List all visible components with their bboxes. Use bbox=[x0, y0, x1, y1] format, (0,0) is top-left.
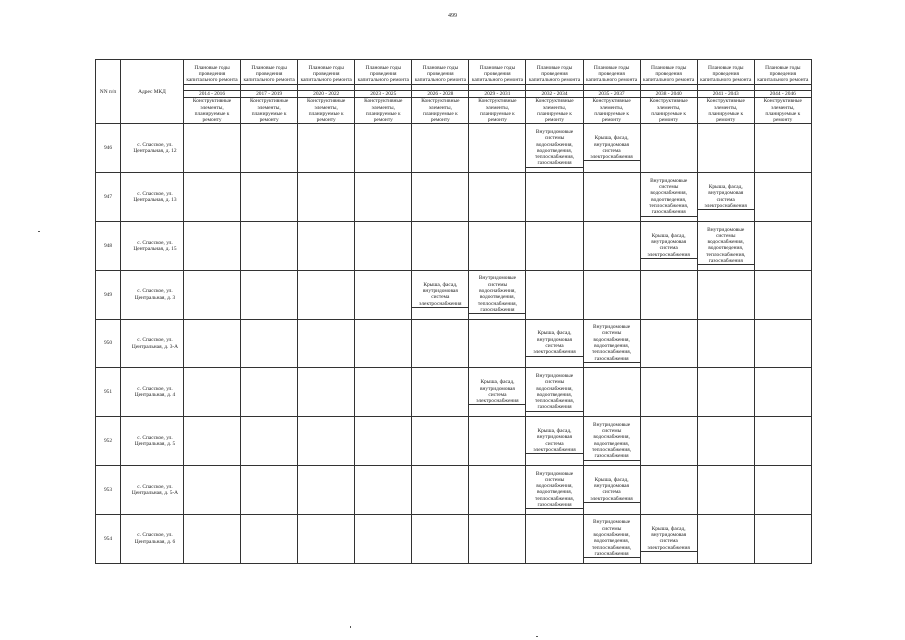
elements-header-cell bbox=[412, 98, 469, 124]
address-line1: с. Спасское, ул. bbox=[137, 386, 173, 393]
schedule-cell bbox=[754, 417, 811, 466]
schedule-cell bbox=[241, 417, 298, 466]
table-row bbox=[96, 466, 812, 515]
schedule-cell bbox=[355, 173, 412, 222]
period-title-cell bbox=[184, 60, 241, 91]
repair-elements-text: Внутридомовые системы водоснабжения, водоотведения, теплоснабжения, газоснабжения bbox=[584, 422, 640, 461]
schedule-cell bbox=[469, 270, 526, 319]
period-title-cell bbox=[469, 60, 526, 91]
repair-elements-text: Внутридомовые системы водоснабжения, водоотведения, теплоснабжения, газоснабжения bbox=[641, 178, 697, 217]
period-title: Плановые годы проведения капитального ремонта bbox=[298, 65, 354, 85]
elements-header: Конструктивные элементы, планируемые к ремонту bbox=[592, 98, 631, 124]
schedule-cell bbox=[754, 124, 811, 173]
schedule-cell bbox=[184, 222, 241, 271]
period-years-label: 2032 - 2034 bbox=[541, 91, 568, 97]
schedule-cell bbox=[526, 417, 583, 466]
address-line1: с. Спасское, ул. bbox=[137, 483, 173, 490]
schedule-cell bbox=[640, 368, 697, 417]
schedule-cell bbox=[526, 514, 583, 563]
schedule-cell bbox=[184, 368, 241, 417]
period-years-label: 2020 - 2022 bbox=[313, 91, 340, 97]
address-line1: с. Спасское, ул. bbox=[137, 239, 173, 246]
elements-header: Конструктивные элементы, планируемые к ремонту bbox=[763, 98, 802, 124]
table-row bbox=[96, 173, 812, 222]
schedule-cell bbox=[241, 466, 298, 515]
elements-header: Конструктивные элементы, планируемые к ремонту bbox=[649, 98, 688, 124]
row-number: 946 bbox=[96, 124, 121, 173]
schedule-cell bbox=[355, 124, 412, 173]
schedule-cell bbox=[754, 222, 811, 271]
repair-elements-text: Внутридомовые системы водоснабжения, водоотведения, теплоснабжения, газоснабжения bbox=[526, 129, 582, 168]
table-row bbox=[96, 368, 812, 417]
address-line2: Центральная, д. 5 bbox=[134, 441, 176, 448]
schedule-cell bbox=[526, 222, 583, 271]
address-line1: с. Спасское, ул. bbox=[137, 142, 173, 149]
repair-elements-text: Внутридомовые системы водоснабжения, водоотведения, теплоснабжения, газоснабжения bbox=[584, 324, 640, 363]
address-line2: Центральная, д. 15 bbox=[133, 245, 177, 252]
schedule-cell bbox=[754, 319, 811, 368]
period-years-label: 2014 - 2016 bbox=[199, 91, 226, 97]
table-row bbox=[96, 270, 812, 319]
schedule-cell bbox=[241, 222, 298, 271]
period-years bbox=[754, 91, 811, 98]
schedule-cell bbox=[241, 270, 298, 319]
repair-elements-text: Крыша, фасад, внутридомовая система электроснабжения bbox=[641, 526, 697, 552]
schedule-cell bbox=[412, 368, 469, 417]
repair-elements-text: Крыша, фасад, внутридомовая система электроснабжения bbox=[469, 379, 525, 405]
address-line2: Центральная, д. 12 bbox=[133, 148, 177, 155]
row-address bbox=[121, 368, 184, 417]
row-number: 954 bbox=[96, 514, 121, 563]
address-line1: с. Спасское, ул. bbox=[137, 434, 173, 441]
schedule-cell bbox=[184, 270, 241, 319]
row-address bbox=[121, 270, 184, 319]
schedule-cell bbox=[640, 514, 697, 563]
schedule-cell bbox=[583, 319, 640, 368]
period-title: Плановые годы проведения капитального ремонта bbox=[412, 65, 468, 85]
period-years-label: 2044 - 2046 bbox=[769, 91, 796, 97]
period-years-label: 2041 - 2043 bbox=[712, 91, 739, 97]
repair-elements-text: Крыша, фасад, внутридомовая система электроснабжения bbox=[698, 184, 754, 210]
period-title: Плановые годы проведения капитального ремонта bbox=[355, 65, 411, 85]
schedule-cell bbox=[697, 173, 754, 222]
elements-header-cell bbox=[583, 98, 640, 124]
row-address bbox=[121, 514, 184, 563]
period-years bbox=[469, 91, 526, 98]
schedule-cell bbox=[697, 319, 754, 368]
schedule-cell bbox=[583, 514, 640, 563]
period-title-cell bbox=[640, 60, 697, 91]
schedule-cell bbox=[583, 368, 640, 417]
address-line2: Центральная, д. 3-А bbox=[131, 343, 179, 350]
schedule-cell bbox=[241, 319, 298, 368]
period-years bbox=[355, 91, 412, 98]
table-row bbox=[96, 319, 812, 368]
repair-elements-text: Внутридомовые системы водоснабжения, водоотведения, теплоснабжения, газоснабжения bbox=[526, 373, 582, 412]
schedule-cell bbox=[298, 173, 355, 222]
period-title: Плановые годы проведения капитального ремонта bbox=[469, 65, 525, 85]
schedule-cell bbox=[469, 466, 526, 515]
schedule-cell bbox=[184, 466, 241, 515]
schedule-cell bbox=[469, 222, 526, 271]
schedule-cell bbox=[469, 173, 526, 222]
header-address: Адрес МКД bbox=[121, 60, 184, 124]
page-number: 499 bbox=[448, 13, 457, 19]
address-line1: с. Спасское, ул. bbox=[137, 288, 173, 295]
schedule-cell bbox=[640, 270, 697, 319]
scan-speck bbox=[350, 626, 351, 628]
schedule-cell bbox=[526, 319, 583, 368]
elements-header-cell bbox=[241, 98, 298, 124]
period-years bbox=[241, 91, 298, 98]
scan-speck bbox=[536, 636, 538, 637]
scan-speck bbox=[38, 231, 40, 232]
schedule-cell bbox=[298, 222, 355, 271]
schedule-cell bbox=[754, 173, 811, 222]
schedule-cell bbox=[526, 173, 583, 222]
repair-elements-text: Крыша, фасад, внутридомовая система электроснабжения bbox=[526, 428, 582, 454]
table-body bbox=[96, 124, 812, 563]
repair-elements-text: Внутридомовые системы водоснабжения, водоотведения, теплоснабжения, газоснабжения bbox=[526, 471, 582, 510]
schedule-cell bbox=[697, 368, 754, 417]
elements-header-cell bbox=[469, 98, 526, 124]
schedule-cell bbox=[298, 319, 355, 368]
row-address bbox=[121, 466, 184, 515]
period-years-label: 2038 - 2040 bbox=[655, 91, 682, 97]
schedule-cell bbox=[697, 222, 754, 271]
schedule-cell bbox=[526, 270, 583, 319]
row-number: 953 bbox=[96, 466, 121, 515]
schedule-cell bbox=[412, 222, 469, 271]
period-title: Плановые годы проведения капитального ремонта bbox=[641, 65, 697, 85]
schedule-cell bbox=[412, 417, 469, 466]
schedule-cell bbox=[754, 514, 811, 563]
row-number: 947 bbox=[96, 173, 121, 222]
schedule-cell bbox=[640, 319, 697, 368]
schedule-cell bbox=[412, 514, 469, 563]
address-line2: Центральная, д. 4 bbox=[134, 392, 176, 399]
address-line2: Центральная, д. 3 bbox=[134, 294, 176, 301]
schedule-cell bbox=[412, 466, 469, 515]
elements-header: Конструктивные элементы, планируемые к ремонту bbox=[706, 98, 745, 124]
repair-elements-text: Крыша, фасад, внутридомовая система электроснабжения bbox=[584, 477, 640, 503]
schedule-cell bbox=[469, 124, 526, 173]
period-title-cell bbox=[241, 60, 298, 91]
period-years bbox=[697, 91, 754, 98]
table-header bbox=[96, 60, 812, 124]
period-years-label: 2035 - 2037 bbox=[598, 91, 625, 97]
period-title: Плановые годы проведения капитального ремонта bbox=[526, 65, 582, 85]
schedule-cell bbox=[469, 319, 526, 368]
period-years-label: 2026 - 2028 bbox=[427, 91, 454, 97]
repair-elements-text: Внутридомовые системы водоснабжения, водоотведения, теплоснабжения, газоснабжения bbox=[584, 519, 640, 558]
schedule-cell bbox=[412, 319, 469, 368]
row-address bbox=[121, 173, 184, 222]
row-address bbox=[121, 124, 184, 173]
elements-header: Конструктивные элементы, планируемые к ремонту bbox=[364, 98, 403, 124]
row-number: 952 bbox=[96, 417, 121, 466]
row-address bbox=[121, 222, 184, 271]
period-title-cell bbox=[526, 60, 583, 91]
schedule-cell bbox=[583, 124, 640, 173]
period-title-cell bbox=[355, 60, 412, 91]
elements-header: Конструктивные элементы, планируемые к ремонту bbox=[478, 98, 517, 124]
schedule-cell bbox=[355, 319, 412, 368]
schedule-cell bbox=[184, 514, 241, 563]
period-title: Плановые годы проведения капитального ремонта bbox=[584, 65, 640, 85]
elements-header: Конструктивные элементы, планируемые к ремонту bbox=[535, 98, 574, 124]
elements-header: Конструктивные элементы, планируемые к ремонту bbox=[421, 98, 460, 124]
period-title-cell bbox=[754, 60, 811, 91]
period-title: Плановые годы проведения капитального ремонта bbox=[184, 65, 240, 85]
elements-header-cell bbox=[184, 98, 241, 124]
repair-elements-text: Внутридомовые системы водоснабжения, водоотведения, теплоснабжения, газоснабжения bbox=[698, 227, 754, 266]
period-years-label: 2023 - 2025 bbox=[370, 91, 397, 97]
row-address bbox=[121, 417, 184, 466]
row-number: 951 bbox=[96, 368, 121, 417]
schedule-cell bbox=[697, 514, 754, 563]
elements-header-cell bbox=[640, 98, 697, 124]
elements-header-cell bbox=[298, 98, 355, 124]
schedule-cell bbox=[583, 270, 640, 319]
schedule-cell bbox=[583, 466, 640, 515]
schedule-cell bbox=[241, 124, 298, 173]
elements-header-cell bbox=[355, 98, 412, 124]
schedule-cell bbox=[526, 124, 583, 173]
schedule-cell bbox=[469, 417, 526, 466]
schedule-cell bbox=[640, 124, 697, 173]
schedule-cell bbox=[355, 417, 412, 466]
schedule-cell bbox=[355, 466, 412, 515]
schedule-cell bbox=[298, 514, 355, 563]
schedule-cell bbox=[754, 466, 811, 515]
schedule-cell bbox=[412, 124, 469, 173]
schedule-cell bbox=[355, 368, 412, 417]
schedule-cell bbox=[697, 417, 754, 466]
repair-elements-text: Внутридомовые системы водоснабжения, водоотведения, теплоснабжения, газоснабжения bbox=[469, 275, 525, 314]
schedule-cell bbox=[640, 222, 697, 271]
table-row bbox=[96, 514, 812, 563]
schedule-cell bbox=[583, 417, 640, 466]
address-line2: Центральная, д. 6 bbox=[134, 538, 176, 545]
schedule-cell bbox=[412, 270, 469, 319]
period-title-cell bbox=[412, 60, 469, 91]
schedule-cell bbox=[184, 319, 241, 368]
elements-header: Конструктивные элементы, планируемые к ремонту bbox=[307, 98, 346, 124]
schedule-cell bbox=[184, 124, 241, 173]
repair-elements-text: Крыша, фасад, внутридомовая система электроснабжения bbox=[526, 330, 582, 356]
period-years bbox=[412, 91, 469, 98]
schedule-cell bbox=[184, 173, 241, 222]
schedule-cell bbox=[355, 270, 412, 319]
period-years-label: 2029 - 2031 bbox=[484, 91, 511, 97]
schedule-cell bbox=[241, 514, 298, 563]
period-title-cell bbox=[583, 60, 640, 91]
address-line1: с. Спасское, ул. bbox=[137, 190, 173, 197]
period-years-label: 2017 - 2019 bbox=[256, 91, 283, 97]
schedule-cell bbox=[526, 368, 583, 417]
repair-elements-text: Крыша, фасад, внутридомовая система электроснабжения bbox=[641, 233, 697, 259]
elements-header-cell bbox=[526, 98, 583, 124]
schedule-cell bbox=[526, 466, 583, 515]
period-title: Плановые годы проведения капитального ремонта bbox=[755, 65, 811, 85]
schedule-cell bbox=[583, 222, 640, 271]
schedule-cell bbox=[298, 124, 355, 173]
schedule-cell bbox=[640, 417, 697, 466]
period-years bbox=[298, 91, 355, 98]
schedule-cell bbox=[412, 173, 469, 222]
row-number: 950 bbox=[96, 319, 121, 368]
schedule-cell bbox=[298, 270, 355, 319]
address-line2: Центральная, д. 5-А bbox=[131, 489, 179, 496]
schedule-cell bbox=[241, 368, 298, 417]
table-row bbox=[96, 417, 812, 466]
table-row bbox=[96, 124, 812, 173]
schedule-cell bbox=[355, 514, 412, 563]
elements-header-cell bbox=[697, 98, 754, 124]
schedule-cell bbox=[640, 173, 697, 222]
period-title: Плановые годы проведения капитального ремонта bbox=[698, 65, 754, 85]
schedule-cell bbox=[697, 466, 754, 515]
address-line1: с. Спасское, ул. bbox=[137, 337, 173, 344]
period-years bbox=[640, 91, 697, 98]
repair-elements-text: Крыша, фасад, внутридомовая система электроснабжения bbox=[584, 135, 640, 161]
schedule-cell bbox=[583, 173, 640, 222]
period-years bbox=[583, 91, 640, 98]
schedule-cell bbox=[697, 270, 754, 319]
schedule-cell bbox=[298, 417, 355, 466]
table-row bbox=[96, 222, 812, 271]
schedule-cell bbox=[640, 466, 697, 515]
elements-header-cell bbox=[754, 98, 811, 124]
period-years bbox=[184, 91, 241, 98]
capital-repair-schedule-table bbox=[95, 59, 812, 564]
schedule-cell bbox=[754, 270, 811, 319]
schedule-cell bbox=[298, 368, 355, 417]
schedule-cell bbox=[469, 368, 526, 417]
schedule-cell bbox=[241, 173, 298, 222]
period-years bbox=[526, 91, 583, 98]
schedule-cell bbox=[355, 222, 412, 271]
address-line1: с. Спасское, ул. bbox=[137, 532, 173, 539]
row-number: 948 bbox=[96, 222, 121, 271]
schedule-cell bbox=[298, 466, 355, 515]
repair-elements-text: Крыша, фасад, внутридомовая система электроснабжения bbox=[412, 282, 468, 308]
schedule-cell bbox=[469, 514, 526, 563]
address-line2: Центральная, д. 13 bbox=[133, 197, 177, 204]
schedule-cell bbox=[697, 124, 754, 173]
elements-header: Конструктивные элементы, планируемые к ремонту bbox=[249, 98, 289, 124]
row-number: 949 bbox=[96, 270, 121, 319]
period-title-cell bbox=[298, 60, 355, 91]
period-title-cell bbox=[697, 60, 754, 91]
elements-header: Конструктивные элементы, планируемые к ремонту bbox=[192, 98, 232, 124]
header-num: NN п/п bbox=[96, 60, 121, 124]
period-title: Плановые годы проведения капитального ремонта bbox=[241, 65, 297, 85]
row-address bbox=[121, 319, 184, 368]
schedule-cell bbox=[184, 417, 241, 466]
schedule-cell bbox=[754, 368, 811, 417]
